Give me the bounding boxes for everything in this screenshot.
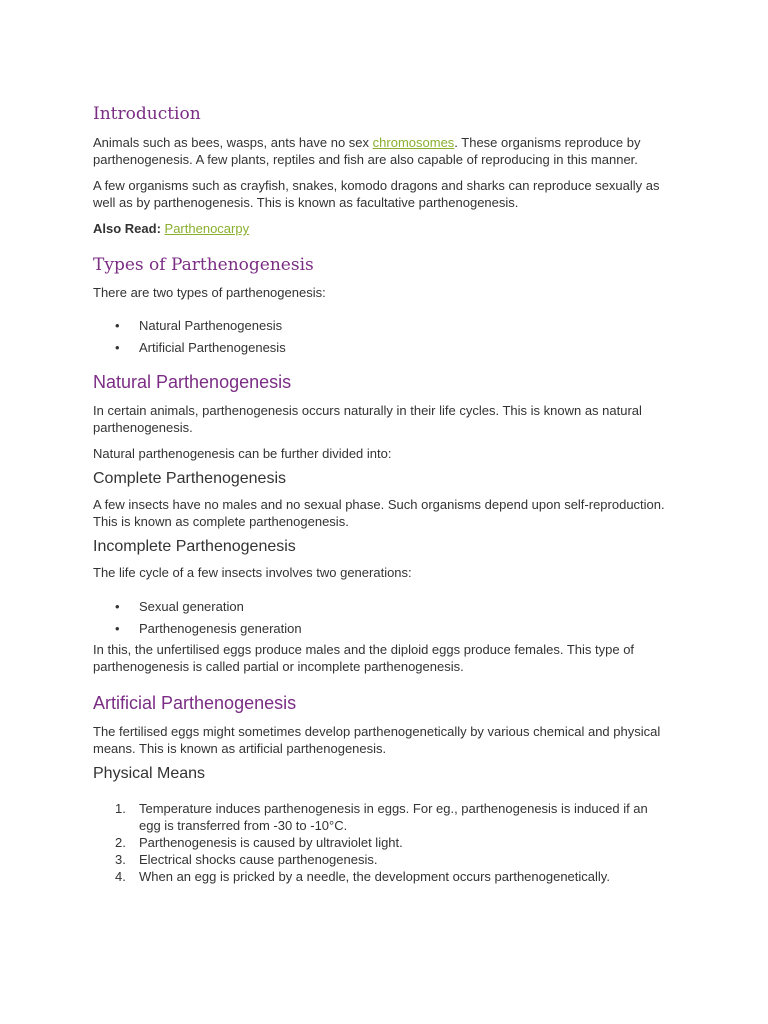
chromosomes-link[interactable]: chromosomes bbox=[372, 135, 455, 150]
list-item-text: When an egg is pricked by a needle, the development occurs parthenogenetically. bbox=[139, 869, 610, 884]
bullet-icon: • bbox=[115, 340, 120, 355]
list-item bbox=[93, 868, 673, 885]
physical-means-list bbox=[93, 800, 673, 885]
incomplete-paragraph-2: In this, the unfertilised eggs produce males and the diploid eggs produce females. This type of parthenogenesis is called partial or incomplete parthenogenesis. bbox=[93, 642, 635, 674]
types-intro: There are two types of parthenogenesis: bbox=[93, 285, 326, 300]
list-item-text: Temperature induces parthenogenesis in eggs. For eg., parthenogenesis is induced if an egg is transferred from -30 to -10°C. bbox=[139, 801, 648, 833]
list-item bbox=[93, 339, 673, 356]
intro-paragraph-1 bbox=[93, 134, 673, 168]
list-number: 2. bbox=[115, 835, 126, 850]
artificial-paragraph-1: The fertilised eggs might sometimes develop parthenogenetically by various chemical and physical means. This is known as artificial parthenogenesis. bbox=[93, 724, 661, 756]
incomplete-paragraph: The life cycle of a few insects involves two generations: bbox=[93, 565, 412, 580]
complete-heading: Complete Parthenogenesis bbox=[93, 470, 287, 487]
bullet-icon: • bbox=[115, 621, 120, 636]
natural-heading: Natural Parthenogenesis bbox=[93, 372, 292, 392]
list-item bbox=[93, 620, 673, 637]
list-item-text: Parthenogenesis is caused by ultraviolet light. bbox=[139, 835, 403, 850]
types-list bbox=[93, 317, 673, 356]
list-item-text: Artificial Parthenogenesis bbox=[139, 340, 286, 355]
natural-paragraph-2: Natural parthenogenesis can be further divided into: bbox=[93, 446, 392, 461]
list-number: 4. bbox=[115, 869, 126, 884]
bullet-icon: • bbox=[115, 318, 120, 333]
intro-p1-text-after: . These organisms reproduce by parthenogenesis. A few plants, reptiles and fish are also capable of reproducing in this manner. bbox=[93, 135, 641, 167]
bullet-icon: • bbox=[115, 599, 120, 614]
complete-paragraph: A few insects have no males and no sexual phase. Such organisms depend upon self-reproduction. This is known as complete parthenogenesis. bbox=[93, 497, 665, 529]
list-item bbox=[93, 800, 673, 834]
natural-paragraph-1: In certain animals, parthenogenesis occurs naturally in their life cycles. This is known as natural parthenogenesis. bbox=[93, 403, 642, 435]
physical-means-heading: Physical Means bbox=[93, 765, 206, 782]
artificial-heading: Artificial Parthenogenesis bbox=[93, 693, 297, 713]
list-number: 1. bbox=[115, 801, 126, 816]
list-item bbox=[93, 598, 673, 615]
incomplete-heading: Incomplete Parthenogenesis bbox=[93, 538, 296, 555]
list-item bbox=[93, 317, 673, 334]
intro-paragraph-2: A few organisms such as crayfish, snakes, komodo dragons and sharks can reproduce sexually as well as by parthenogenesis. This is known as facultative parthenogenesis. bbox=[93, 178, 660, 210]
intro-p1-text-before: Animals such as bees, wasps, ants have no sex bbox=[93, 135, 373, 150]
list-item-text: Sexual generation bbox=[139, 599, 244, 614]
generations-list bbox=[93, 598, 673, 637]
also-read-label: Also Read: bbox=[93, 221, 161, 236]
types-heading: Types of Parthenogenesis bbox=[93, 255, 314, 275]
parthenocarpy-link[interactable]: Parthenocarpy bbox=[164, 221, 250, 236]
list-item-text: Natural Parthenogenesis bbox=[139, 318, 283, 333]
list-item-text: Parthenogenesis generation bbox=[139, 621, 302, 636]
also-read-line bbox=[93, 220, 673, 237]
list-item bbox=[93, 834, 673, 851]
list-item-text: Electrical shocks cause parthenogenesis. bbox=[139, 852, 378, 867]
list-item bbox=[93, 851, 673, 868]
document-page bbox=[93, 104, 673, 885]
list-number: 3. bbox=[115, 852, 126, 867]
introduction-heading: Introduction bbox=[93, 104, 201, 124]
